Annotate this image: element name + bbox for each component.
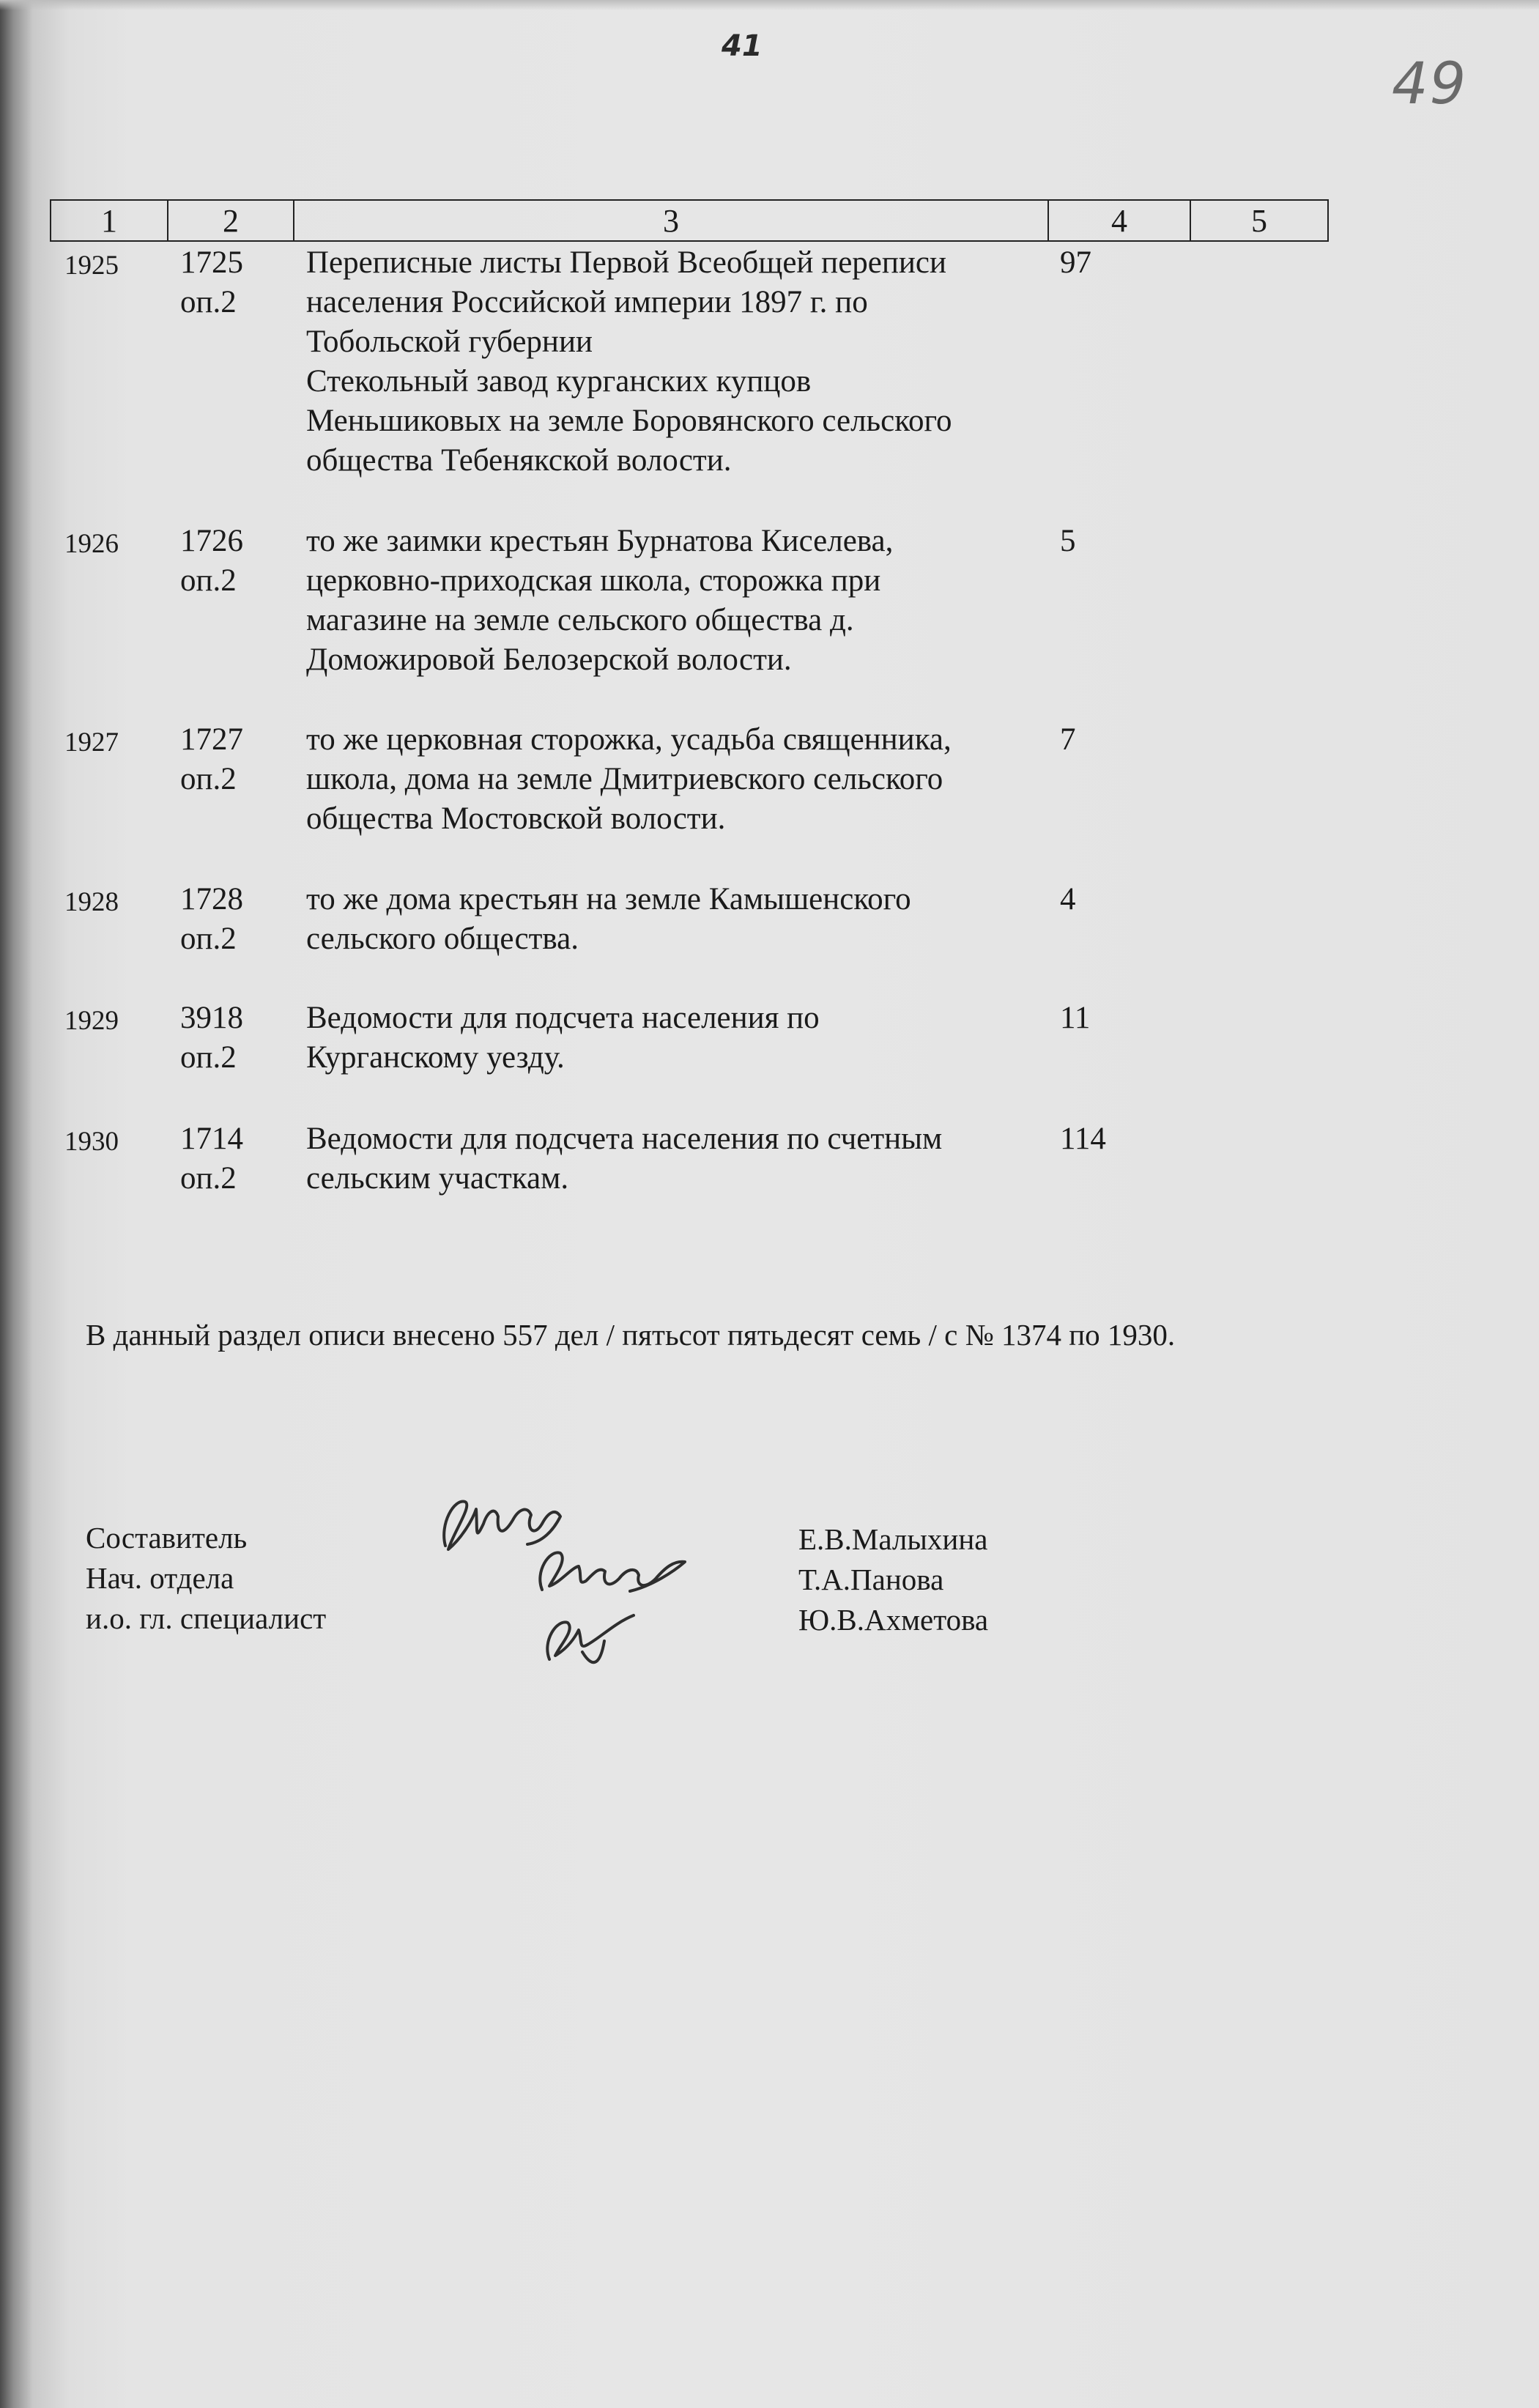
description-line: Переписные листы Первой Всеобщей переписи [306,245,946,280]
file-number-line: оп.2 [180,563,237,598]
file-number-line: оп.2 [180,922,237,956]
row-description [306,243,1046,481]
row-year: 1930 [64,1127,119,1157]
column-header-row [50,199,1329,242]
row-sheet-count: 114 [1060,1122,1106,1156]
row-year: 1926 [64,529,119,559]
column-header-2: 2 [168,201,294,240]
description-line: общества Мостовской волости. [306,801,726,836]
signatory-role: Составитель [86,1521,248,1555]
file-number-line: 1727 [180,722,243,757]
summary-statement: В данный раздел описи внесено 557 дел / пятьсот пятьдесят семь / с № 1374 по 1930. [86,1318,1176,1352]
signatory-role: и.о. гл. специалист [86,1601,327,1635]
description-line: церковно-приходская школа, сторожка при [306,563,881,598]
file-number-line: 3918 [180,1001,243,1035]
signature-akhmetova [547,1615,634,1662]
signatory-name: Е.В.Малыхина [798,1522,988,1556]
signatory-name: Т.А.Панова [798,1563,944,1596]
file-number-line: 1714 [180,1122,243,1156]
handwritten-folio-number: 49 [1392,51,1468,117]
description-line: Курганскому уезду. [306,1040,565,1075]
description-line: сельского общества. [306,922,579,956]
description-line: Ведомости для подсчета населения по [306,1001,820,1035]
row-year: 1927 [64,727,119,757]
file-number-line: оп.2 [180,1040,237,1075]
file-number-line: оп.2 [180,1161,237,1196]
description-line: общества Тебенякской волости. [306,443,732,478]
row-file-number [180,720,261,799]
row-file-number [180,880,261,959]
page-top-shadow [0,0,1539,10]
row-sheet-count: 7 [1060,722,1076,757]
column-header-4: 4 [1049,201,1191,240]
signature-panova [540,1552,685,1591]
row-description [306,720,1046,839]
description-line: то же заимки крестьян Бурнатова Киселева, [306,524,894,558]
row-description [306,522,1046,680]
handwritten-signatures [432,1480,711,1678]
description-line: Тобольской губернии [306,325,593,359]
row-sheet-count: 97 [1060,245,1091,280]
description-line: то же церковная сторожка, усадьба священника, [306,722,952,757]
row-description [306,1119,1046,1199]
file-number-line: 1725 [180,245,243,280]
column-header-5: 5 [1251,202,1267,239]
row-file-number [180,1119,261,1199]
description-line: населения Российской империи 1897 г. по [306,285,868,319]
row-sheet-count: 5 [1060,524,1076,558]
description-line: сельским участкам. [306,1161,569,1196]
row-file-number [180,243,261,322]
description-line: Ведомости для подсчета населения по счетным [306,1122,943,1156]
description-line: Стекольный завод курганских купцов [306,364,812,399]
file-number-line: оп.2 [180,762,237,796]
row-file-number [180,522,261,601]
row-file-number [180,999,261,1078]
row-sheet-count: 4 [1060,882,1076,916]
file-number-line: оп.2 [180,285,237,319]
row-year: 1928 [64,887,119,917]
file-number-line: 1728 [180,882,243,916]
description-line: то же дома крестьян на земле Камышенского [306,882,911,916]
row-year: 1929 [64,1006,119,1036]
signature-malykhina [444,1502,560,1549]
row-description [306,999,1046,1078]
signatory-name: Ю.В.Ахметова [798,1603,989,1637]
description-line: школа, дома на земле Дмитриевского сельского [306,762,943,796]
description-line: магазине на земле сельского общества д. [306,603,854,637]
description-line: Доможировой Белозерской волости. [306,642,792,677]
column-header-1: 1 [51,201,168,240]
file-number-line: 1726 [180,524,243,558]
column-header-3: 3 [294,201,1049,240]
handwritten-page-number: 41 [722,29,763,63]
row-year: 1925 [64,251,119,281]
row-description [306,880,1046,959]
row-sheet-count: 11 [1060,1001,1091,1035]
signatory-role: Нач. отдела [86,1561,234,1595]
description-line: Меньшиковых на земле Боровянского сельского [306,404,952,438]
